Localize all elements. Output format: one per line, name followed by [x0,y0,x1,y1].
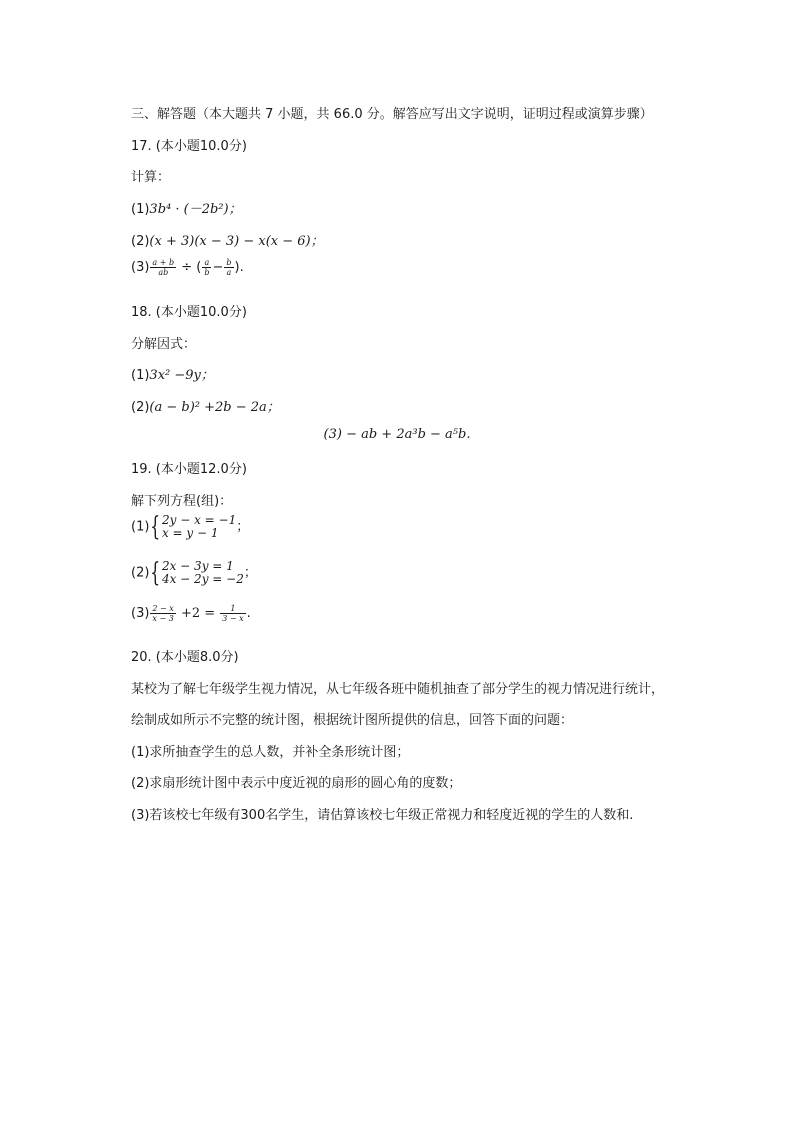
equation-system [162,514,236,540]
part-label: (1) [131,519,150,535]
part-label: (3) [131,260,150,275]
q20-part3: (3)若该校七年级有300名学生，请估算该校七年级正常视力和轻度近视的学生的人数和. [131,808,634,823]
end-punct: ； [236,519,250,535]
part-label: (2) [131,234,150,249]
q17-part1 [131,198,242,217]
q19-part1 [131,514,249,540]
q18-part2 [131,396,280,415]
equation: 2x − 3y = 1 [161,559,234,573]
numerator: b [226,258,232,267]
numerator: a [202,258,211,268]
equation: 4x − 2y = −2 [161,572,244,586]
close-paren: ). [234,260,244,275]
part-label: (2) [131,565,150,581]
part-label: (1) [131,368,150,383]
denominator: ab [158,268,169,277]
denominator: a [226,268,232,277]
q18-part3: (3) − ab + 2a³b − a⁵b. [323,427,471,442]
fraction [150,258,176,277]
q17-title: 17. (本小题10.0分) [131,139,247,154]
q17-part2-expr: (x + 3)(x − 3) − x(x − 6)； [149,234,324,249]
fraction [220,604,245,623]
fraction [202,258,211,277]
equation: 2y − x = −1 [161,513,237,527]
brace: { [150,558,161,588]
q18-prompt: 分解因式： [131,337,197,352]
q19-part3 [131,604,251,623]
q17-part3 [131,258,244,277]
q18-part2-expr: (a − b)² +2b − 2a； [149,400,280,415]
q18-part1-expr: 3x² −9y； [149,368,214,383]
q17-part1-expr: 3b⁴ · (－2b²)； [149,202,242,217]
q20-part1: (1)求所抽查学生的总人数，并补全条形统计图； [131,745,410,760]
part-label: (3) [131,606,150,621]
q20-part2: (2)求扇形统计图中表示中度近视的扇形的圆心角的度数； [131,776,462,791]
q19-title: 19. (本小题12.0分) [131,462,247,477]
divide-sign: ÷ ( [177,260,202,275]
mid-expr: +2 = [176,606,220,621]
denominator: b [204,268,210,277]
q17-part2 [131,230,324,249]
q19-prompt: 解下列方程(组)： [131,494,233,509]
equation-system [162,560,244,586]
q20-para2: 绘制成如所示不完整的统计图，根据统计图所提供的信息，回答下面的问题： [131,713,574,728]
minus-sign: − [212,260,224,275]
fraction [150,604,175,623]
brace: { [150,512,161,542]
end-punct: ； [243,565,257,581]
numerator: 1 [220,604,245,614]
q18-part1 [131,364,214,383]
part-label: (1) [131,202,150,217]
q20-para1: 某校为了解七年级学生视力情况，从七年级各班中随机抽查了部分学生的视力情况进行统计， [131,682,665,697]
q17-prompt: 计算： [131,170,171,185]
denominator: x − 3 [152,614,174,623]
section-header: 三、解答题（本大题共 7 小题，共 66.0 分。解答应写出文字说明，证明过程或演算步骤） [131,107,653,122]
part-label: (2) [131,400,150,415]
numerator: a + b [152,258,175,267]
equation: x = y − 1 [161,526,219,540]
denominator: 3 − x [222,614,244,623]
q19-part2 [131,560,257,586]
numerator: 2 − x [152,604,174,613]
q20-title: 20. (本小题8.0分) [131,650,239,665]
fraction [224,258,233,277]
end-punct: . [246,606,251,621]
q18-title: 18. (本小题10.0分) [131,305,247,320]
